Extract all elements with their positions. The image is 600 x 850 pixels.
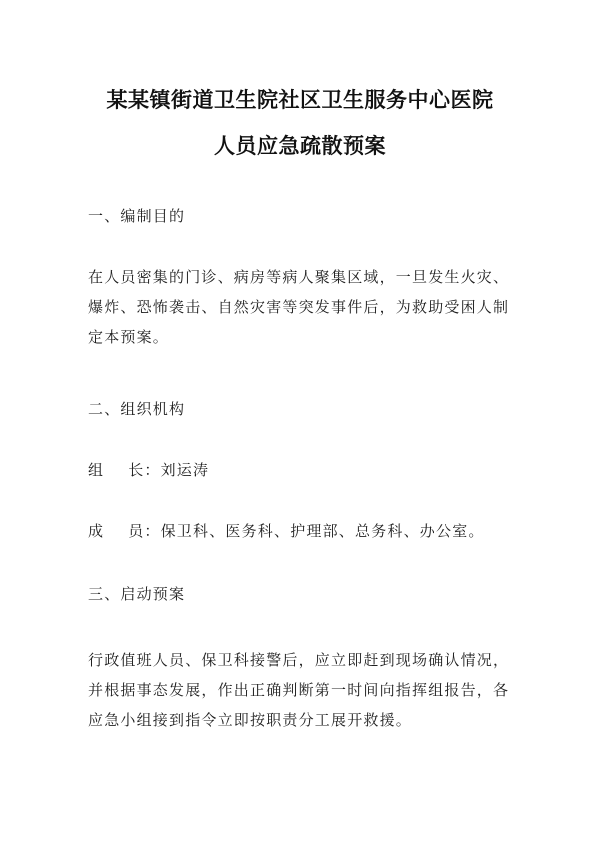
paragraph-line: 爆炸、恐怖袭击、自然灾害等突发事件后，为救助受困人制: [88, 298, 510, 316]
paragraph-line: 应急小组接到指令立即按职责分工展开救援。: [88, 711, 413, 729]
section-heading-organization: 二、组织机构: [88, 400, 186, 418]
section-body-activation: [88, 645, 518, 735]
leader-value: 长：刘运涛: [128, 461, 210, 479]
paragraph-line: 并根据事态发展，作出正确判断第一时间向指挥组报告，各: [88, 681, 510, 699]
section-body-purpose: [88, 262, 518, 352]
document-title-line-2: 人员应急疏散预案: [214, 134, 386, 158]
paragraph-line: 在人员密集的门诊、病房等病人聚集区域，一旦发生火灾、: [88, 268, 510, 286]
leader-label-first-char: 组: [88, 461, 105, 479]
section-heading-purpose: 一、编制目的: [88, 207, 186, 225]
section-heading-activation: 三、启动预案: [88, 585, 186, 603]
paragraph-line: 行政值班人员、保卫科接警后，应立即赶到现场确认情况，: [88, 651, 510, 669]
members-label-first-char: 成: [88, 522, 105, 540]
document-title-line-1: 某某镇街道卫生院社区卫生服务中心医院: [106, 88, 494, 112]
leader-line: [88, 459, 209, 480]
members-value: 员：保卫科、医务科、护理部、总务科、办公室。: [128, 522, 485, 540]
paragraph-line: 定本预案。: [88, 328, 170, 346]
members-line: [88, 520, 485, 541]
